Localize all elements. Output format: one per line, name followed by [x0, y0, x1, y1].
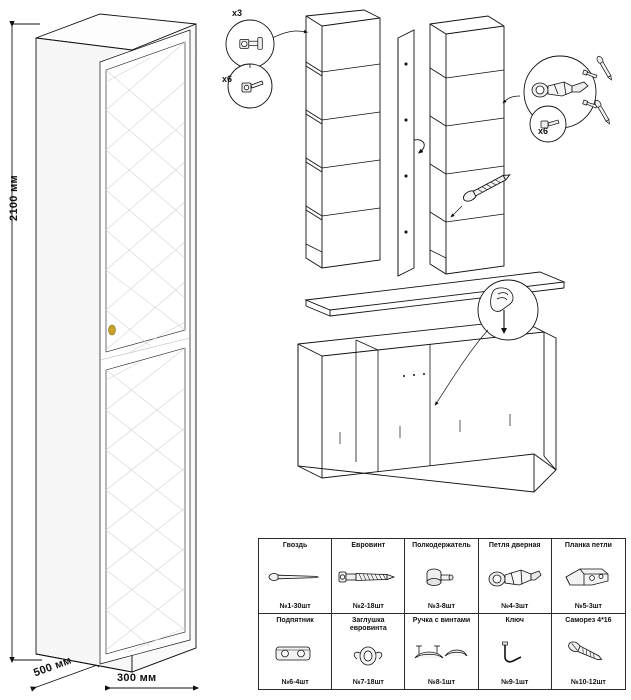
- nail-icon: [260, 551, 330, 603]
- part-name: Гвоздь: [282, 542, 308, 549]
- part-code: №5-3шт: [574, 603, 602, 610]
- part-cell-allen-key: [479, 614, 552, 689]
- part-code: №7-18шт: [352, 679, 384, 686]
- part-code: №6-4шт: [281, 679, 309, 686]
- dimension-width-label: 300 мм: [117, 672, 157, 684]
- part-cell-nail: [259, 539, 332, 614]
- self-tapping-screw-icon: [553, 626, 624, 679]
- part-name: Полкодержатель: [412, 542, 471, 549]
- furniture-foot-icon: [260, 626, 330, 679]
- part-cell-hinge-plate: [552, 539, 625, 614]
- carcass-left-view: [306, 10, 380, 268]
- part-cell-euro-screw: [332, 539, 405, 614]
- part-code: №9-1шт: [501, 679, 529, 686]
- euro-screw-icon: [333, 551, 403, 603]
- part-name: Подпятник: [276, 617, 314, 624]
- parts-table: [258, 538, 626, 690]
- callout-x6-right-label: x6: [538, 126, 549, 136]
- dimension-height-label: 2100 мм: [8, 175, 20, 221]
- callout-x3-label: x3: [232, 8, 243, 18]
- part-cell-self-tapping-screw: [552, 614, 625, 689]
- part-code: №1-30шт: [279, 603, 311, 610]
- part-code: №8-1шт: [427, 679, 456, 686]
- shelf-support-icon: [406, 551, 476, 603]
- part-cell-screw-cap: [332, 614, 405, 689]
- callout-x6-label: x6: [222, 74, 233, 84]
- hinge-callout-left: [226, 20, 274, 108]
- part-name: Планка петли: [564, 542, 612, 549]
- part-code: №2-18шт: [352, 603, 384, 610]
- wardrobe-handle: [109, 325, 116, 335]
- part-name: Ключ: [505, 617, 524, 624]
- part-cell-door-hinge: [479, 539, 552, 614]
- part-code: №4-3шт: [501, 603, 529, 610]
- part-name: Ручка с винтами: [412, 617, 471, 624]
- part-cell-shelf-support: [405, 539, 478, 614]
- part-cell-handle: [405, 614, 478, 689]
- part-name: Саморез 4*16: [565, 617, 612, 624]
- screw-cap-icon: [333, 633, 403, 679]
- dimension-depth-label: 500 мм: [32, 654, 74, 680]
- part-name: Заглушка евровинта: [349, 617, 387, 633]
- wardrobe-3d-view: [36, 14, 196, 672]
- part-name: Петля дверная: [488, 542, 541, 549]
- hinge-plate-icon: [553, 551, 624, 603]
- handle-icon: [406, 626, 476, 679]
- allen-key-icon: [480, 626, 550, 679]
- door-hinge-icon: [480, 551, 550, 603]
- part-code: №3-8шт: [427, 603, 456, 610]
- carcass-right-view: [430, 16, 504, 274]
- back-panel: [398, 30, 424, 276]
- part-name: Евровинт: [351, 542, 386, 549]
- part-code: №10-12шт: [570, 679, 606, 686]
- part-cell-furniture-foot: [259, 614, 332, 689]
